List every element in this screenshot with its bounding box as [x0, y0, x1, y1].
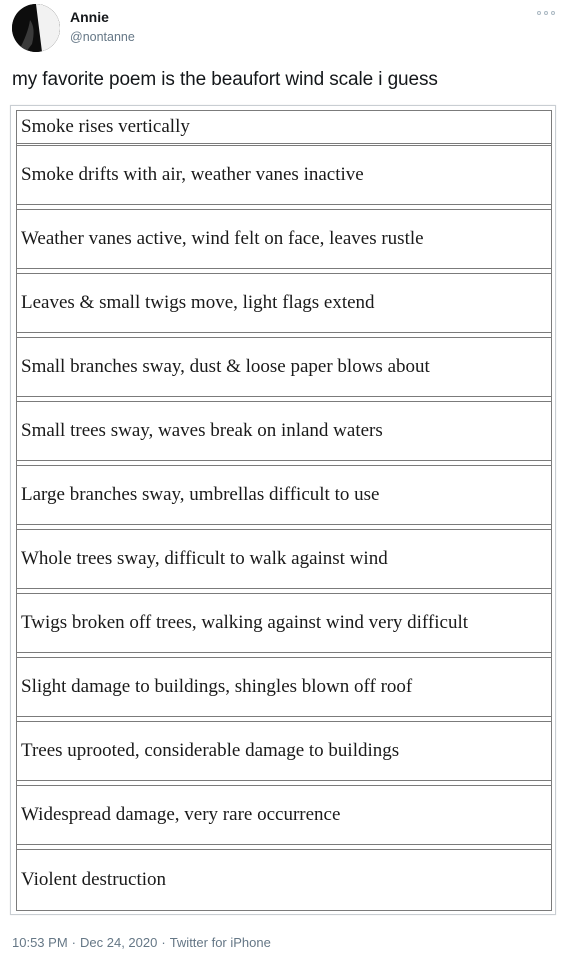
table-row: Leaves & small twigs move, light flags extend — [16, 273, 552, 333]
avatar[interactable] — [12, 4, 60, 52]
table-row: Slight damage to buildings, shingles blown off roof — [16, 657, 552, 717]
table-row: Violent destruction — [16, 849, 552, 911]
separator: · — [71, 935, 76, 950]
table-row: Whole trees sway, difficult to walk against wind — [16, 529, 552, 589]
table-row: Trees uprooted, considerable damage to buildings — [16, 721, 552, 781]
avatar-image — [12, 4, 60, 52]
dot — [537, 11, 541, 15]
dot — [551, 11, 555, 15]
more-options-icon[interactable] — [537, 8, 555, 18]
tweet-source[interactable]: Twitter for iPhone — [169, 935, 271, 950]
table-row: Smoke rises vertically — [16, 110, 552, 144]
tweet-time[interactable]: 10:53 PM — [12, 935, 68, 950]
dot — [544, 11, 548, 15]
table-row: Twigs broken off trees, walking against wind very difficult — [16, 593, 552, 653]
table-row: Small trees sway, waves break on inland waters — [16, 401, 552, 461]
table-row: Smoke drifts with air, weather vanes inactive — [16, 145, 552, 205]
tweet-metadata — [12, 935, 271, 950]
tweet-text: my favorite poem is the beaufort wind scale i guess — [12, 69, 438, 90]
author-display-name[interactable]: Annie — [70, 9, 109, 25]
tweet-date[interactable]: Dec 24, 2020 — [80, 935, 158, 950]
table-row: Weather vanes active, wind felt on face, leaves rustle — [16, 209, 552, 269]
table-row: Widespread damage, very rare occurrence — [16, 785, 552, 845]
table-row: Large branches sway, umbrellas difficult to use — [16, 465, 552, 525]
table-row: Small branches sway, dust & loose paper blows about — [16, 337, 552, 397]
separator: · — [161, 935, 166, 950]
author-handle[interactable]: @nontanne — [70, 30, 135, 44]
